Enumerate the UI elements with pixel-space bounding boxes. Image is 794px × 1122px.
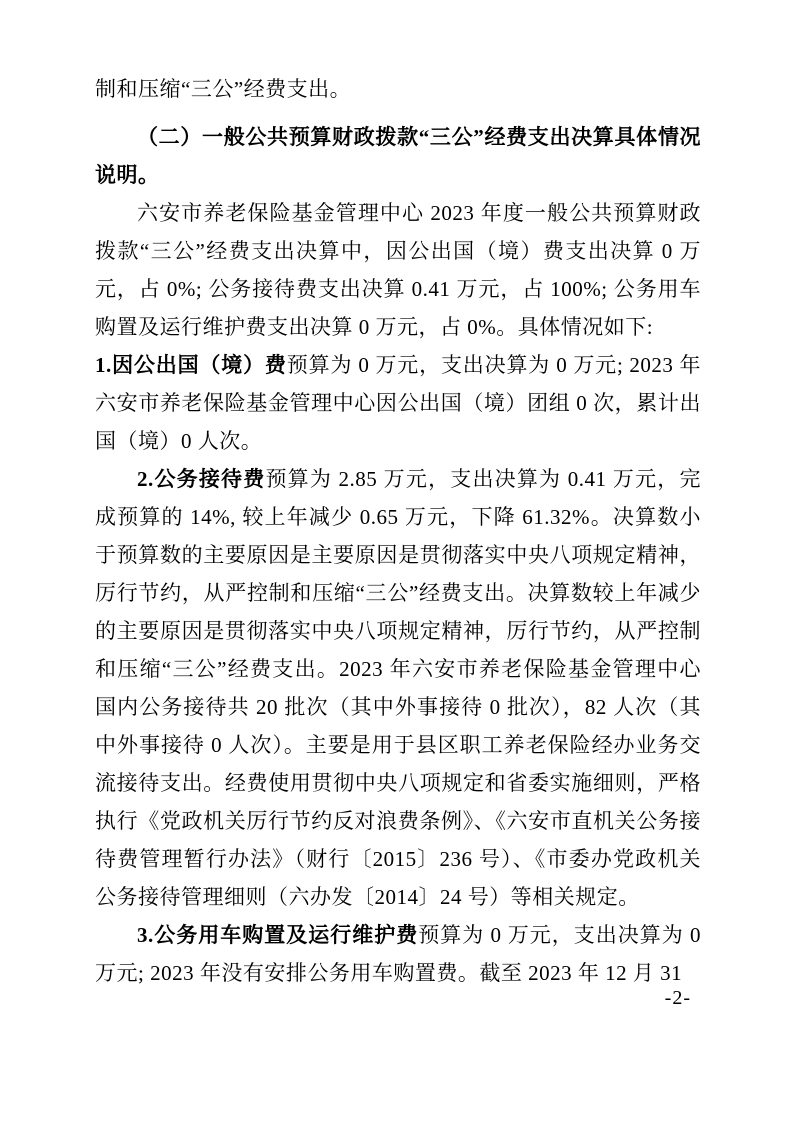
paragraph-lead: 2.公务接待费: [137, 467, 266, 491]
paragraph-overview: [95, 194, 701, 346]
paragraph-lead: 1.因公出国（境）费: [95, 353, 287, 377]
page-number: -2-: [664, 987, 691, 1009]
paragraph-lead: 3.公务用车购置及运行维护费: [137, 923, 419, 947]
paragraph-text: 预算为 0 万元，支出决算为 0 万元; 2023 年没有安排公务用车购置费。截至 2023 年 12 月 31: [95, 923, 701, 985]
section-heading-text: （二）一般公共预算财政拨款“三公”经费支出决算具体情况说明。: [95, 125, 701, 187]
paragraph-item-1-abroad-expense: [95, 346, 701, 460]
document-body: [95, 70, 701, 992]
paragraph-text: 预算为 0 万元，支出决算为 0 万元; 2023 年六安市养老保险基金管理中心因公出国（境）团组 0 次，累计出国（境）0 人次。: [95, 353, 701, 453]
section-heading: [95, 118, 701, 194]
paragraph-continuation: [95, 70, 701, 108]
paragraph-text: 六安市养老保险基金管理中心 2023 年度一般公共预算财政拨款“三公”经费支出决算中，因公出国（境）费支出决算 0 万元，占 0%; 公务接待费支出决算 0.41 万元，占 100%; 公务用车购置及运行维护费支出决算 0 万元，占 0%。具体情况如下:: [95, 201, 701, 339]
paragraph-text: 制和压缩“三公”经费支出。: [95, 77, 352, 101]
paragraph-item-3-vehicle-expense: [95, 916, 701, 992]
paragraph-item-2-reception-expense: [95, 460, 701, 916]
paragraph-text: 预算为 2.85 万元，支出决算为 0.41 万元，完成预算的 14%, 较上年减少 0.65 万元，下降 61.32%。决算数小于预算数的主要原因是主要原因是贯彻落实中央八项规定精神，厉行节约，从严控制和压缩“三公”经费支出。决算数较上年减少的主要原因是贯彻落实中央八项规定精神，厉行节约，从严控制和压缩“三公”经费支出。2023 年六安市养老保险基金管理中心国内公务接待共 20 批次（其中外事接待 0 批次），82 人次（其中外事接待 0 人次）。主要是用于县区职工养老保险经办业务交流接待支出。经费使用贯彻中央八项规定和省委实施细则，严格执行《党政机关厉行节约反对浪费条例》、《六安市直机关公务接待费管理暂行办法》（财行〔2015〕236 号）、《市委办党政机关公务接待管理细则（六办发〔2014〕24 号）等相关规定。: [95, 467, 701, 909]
